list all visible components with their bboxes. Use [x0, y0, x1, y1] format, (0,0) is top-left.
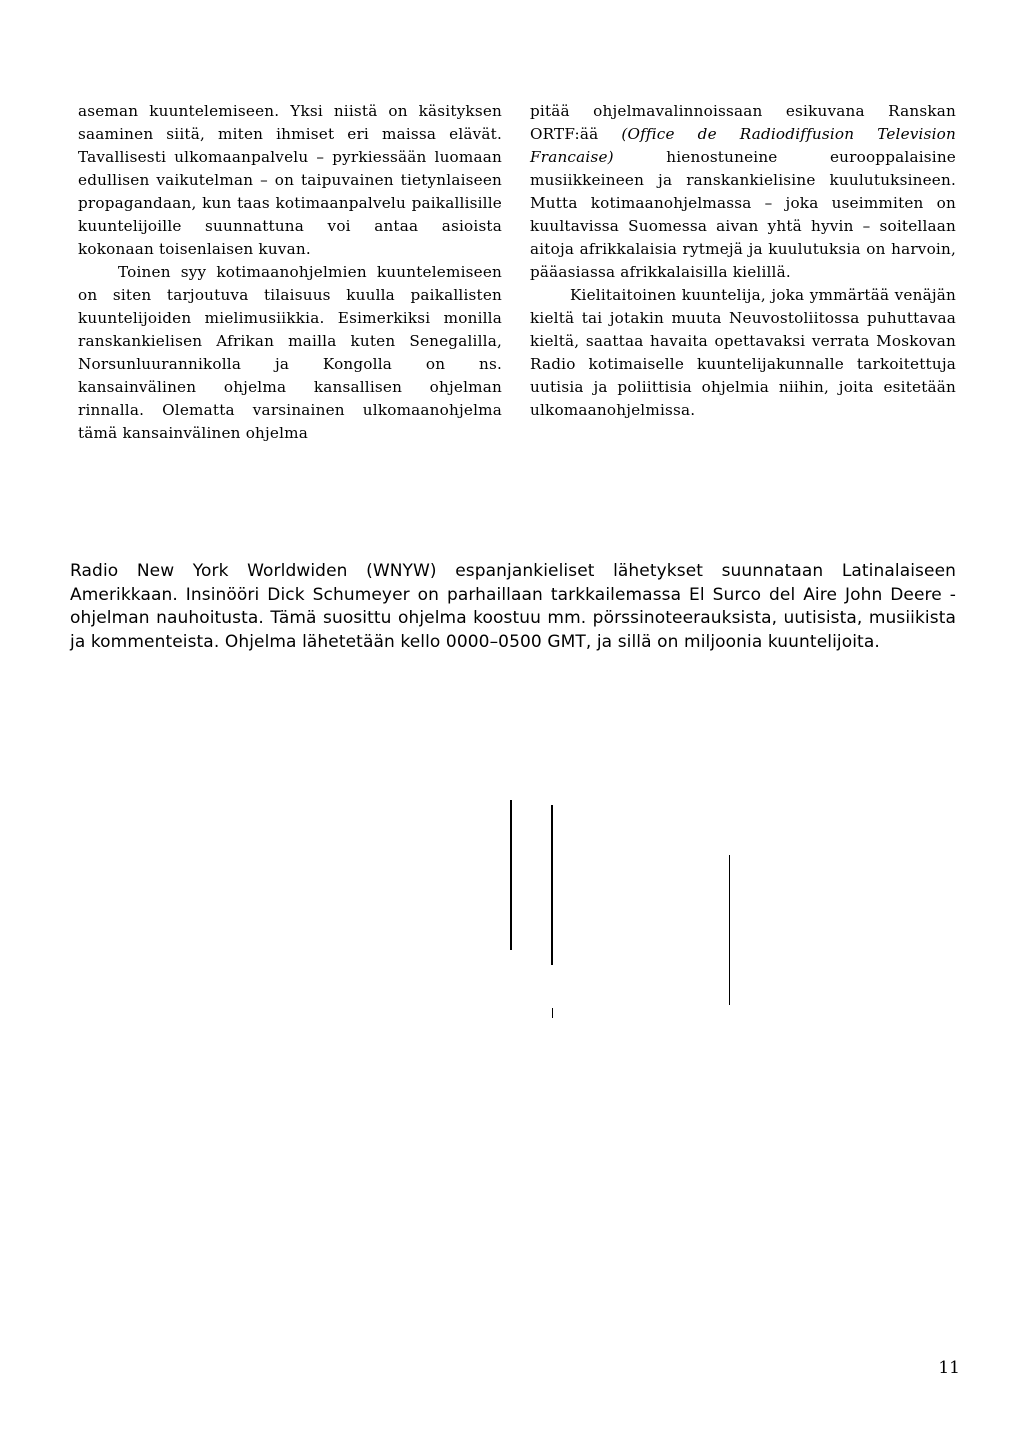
right-paragraph-1-start: pitää ohjelmavalinnoissaan esikuvana Ranskan ORTF:ää [530, 102, 956, 143]
left-paragraph-1: aseman kuuntelemiseen. Yksi niistä on käsityksen saaminen siitä, miten ihmiset eri maissa elävät. Tavallisesti ulkomaanpalvelu – pyrkiessään luomaan edullisen vaikutelman – on taipuvainen tietynlaiseen propagandaan, kun taas kotimaanpalvelu paikallisille kuuntelijoille suunnattuna voi antaa asioista kokonaan toisenlaisen kuvan. [78, 102, 502, 258]
right-paragraph-1 [530, 100, 956, 284]
right-paragraph-1-end: hienostuneine eurooppalaisine musiikkeineen ja ranskankielisine kuulutuksineen. Mutta kotimaanohjelmassa – joka useimmiten on kuultavissa Suomessa aivan yhtä hyvin – soitellaan aitoja afrikkalaisia rytmejä ja kuulutuksia on harvoin, pääasiassa afrikkalaisilla kielillä. [530, 148, 956, 281]
left-paragraph-2: Toinen syy kotimaanohjelmien kuuntelemiseen on siten tarjoutuva tilaisuus kuulla paikallisten kuuntelijoiden mielimusiikkia. Esimerkiksi monilla ranskankielisen Afrikan mailla kuten Senegalilla, Norsunluurannikolla ja Kongolla on ns. kansainvälinen ohjelma kansallisen ohjelman rinnalla. Olematta varsinainen ulkomaanohjelma tämä kansainvälinen ohjelma [78, 263, 502, 442]
right-paragraph-2: Kielitaitoinen kuuntelija, joka ymmärtää venäjän kieltä tai jotakin muuta Neuvostoliitossa puhuttavaa kieltä, saattaa havaita opettavaksi verrata Moskovan Radio kotimaiselle kuuntelijakunnalle tarkoitettuja uutisia ja poliittisia ohjelmia niihin, joita esitetään ulkomaanohjelmissa. [530, 286, 956, 419]
scan-artifact-line [551, 805, 553, 965]
scan-artifact-line [552, 1008, 553, 1018]
scan-artifact-line [729, 855, 730, 1005]
left-text-column [78, 100, 502, 445]
right-text-column [530, 100, 956, 422]
photo-caption [70, 560, 956, 654]
scan-artifact-line [510, 800, 512, 950]
page-number: 11 [938, 1358, 960, 1378]
caption-text: Radio New York Worldwiden (WNYW) espanjankieliset lähetykset suunnataan Latinalaiseen Amerikkaan. Insinööri Dick Schumeyer on parhaillaan tarkkailemassa El Surco del Aire John Deere -ohjelman nauhoitusta. Tämä suosittu ohjelma koostuu mm. pörssinoteerauksista, uutisista, musiikista ja kommenteista. Ohjelma lähetetään kello 0000–0500 GMT, ja sillä on miljoonia kuuntelijoita. [70, 561, 956, 652]
ortf-full-name: (Office de Radiodiffusion Television Francaise) [530, 125, 956, 166]
